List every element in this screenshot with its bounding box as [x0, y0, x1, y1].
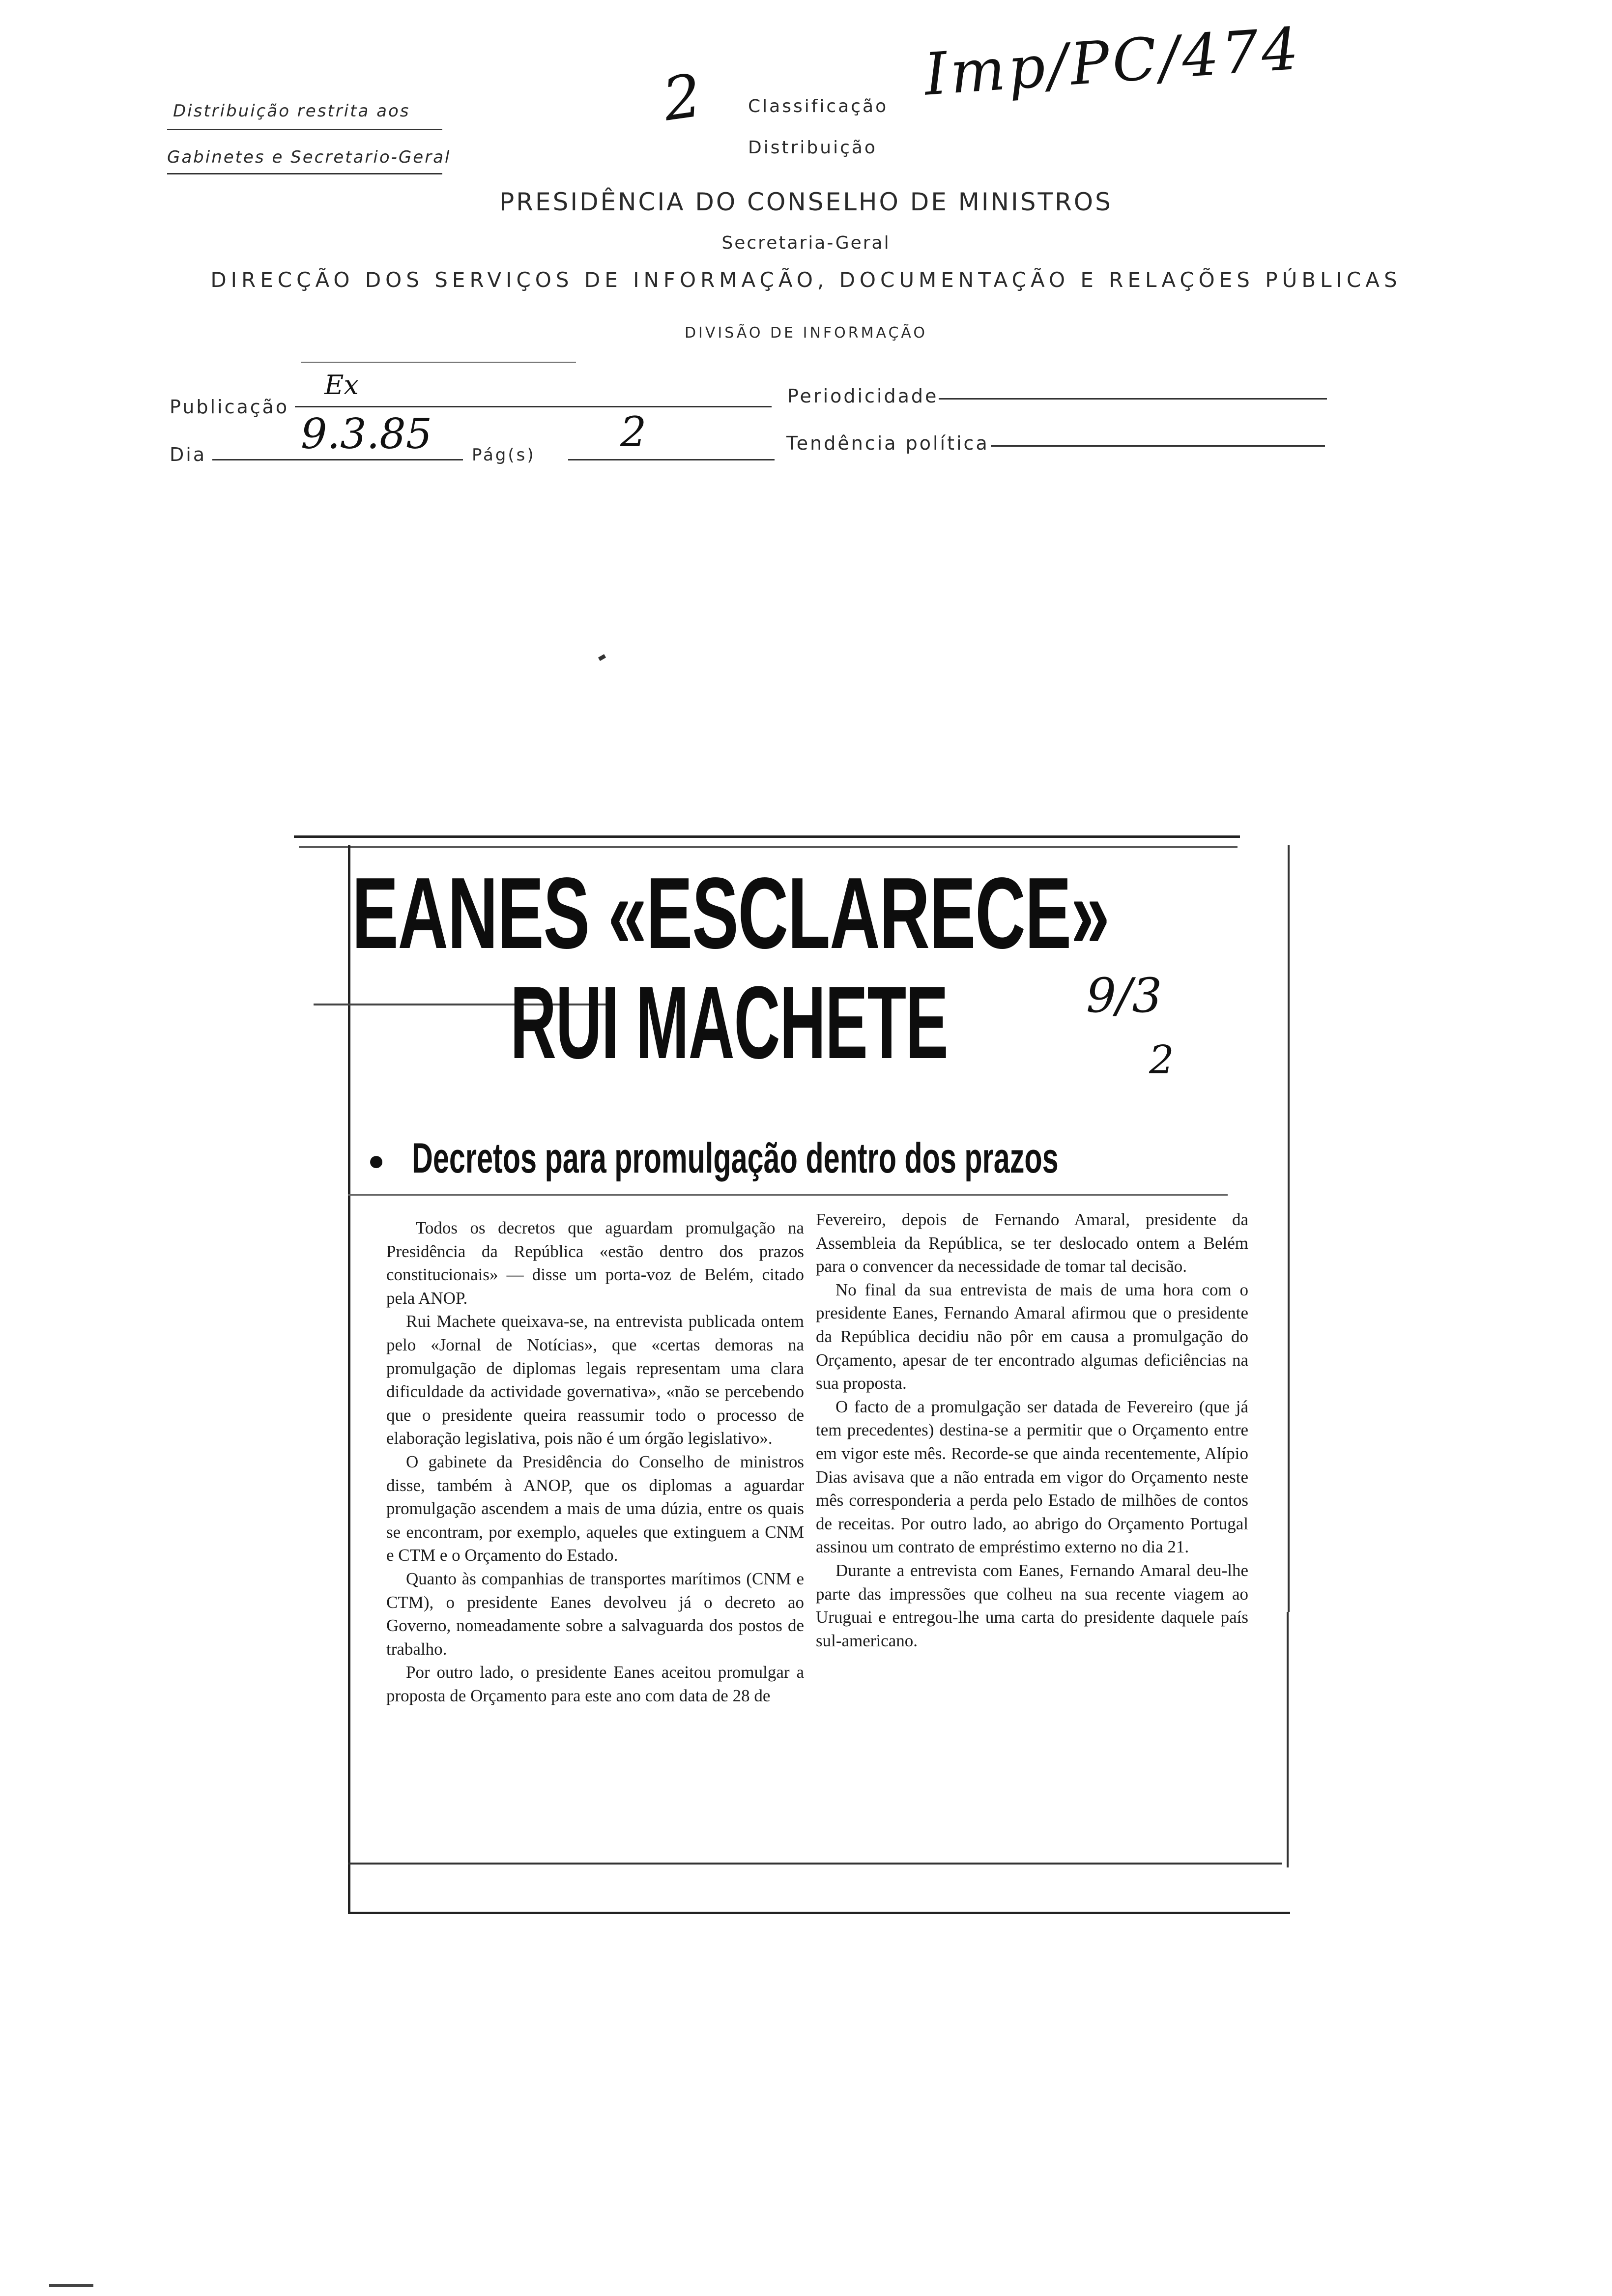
subheadline: Decretos para promulgação dentro dos prazos — [412, 1135, 1059, 1182]
handwritten-reference: Imp/PC/474 — [922, 14, 1304, 109]
clipping-bottom-rule — [348, 1863, 1282, 1865]
org-title: PRESIDÊNCIA DO CONSELHO DE MINISTROS — [499, 188, 1113, 216]
publicacao-label: Publicação — [170, 396, 289, 418]
newspaper-clipping — [294, 806, 1301, 1912]
col1-paragraph-4: Quanto às companhias de transportes marítimos (CNM e CTM), o presidente Eanes devolveu já o decreto ao Governo, nomeadamente sobre a salvaguarda dos postos de trabalho. — [386, 1569, 804, 1659]
tendencia-line — [991, 445, 1325, 447]
col1-paragraph-5: Por outro lado, o presidente Eanes aceitou promulgar a proposta de Orçamento para este ano com data de 28 de — [386, 1663, 804, 1705]
corner-mark — [49, 2284, 93, 2287]
publicacao-top-mark — [301, 362, 576, 363]
pags-label: Pág(s) — [472, 445, 536, 465]
handwritten-number: 2 — [659, 61, 706, 135]
periodicidade-label: Periodicidade — [787, 385, 939, 407]
clipping-handwritten-note-2: 2 — [1149, 1037, 1174, 1083]
dia-label: Dia — [170, 444, 207, 465]
dia-line — [212, 459, 463, 460]
directorate: DIRECÇÃO DOS SERVIÇOS DE INFORMAÇÃO, DOCUMENTAÇÃO E RELAÇÕES PÚBLICAS — [210, 268, 1402, 292]
col1-paragraph-3: O gabinete da Presidência do Conselho de ministros disse, também à ANOP, que os diplomas a aguardar promulgação ascendem a mais de uma dúzia, entre os quais se encontram, por exemplo, aqueles que extinguem a CNM e CTM e o Orçamento do Estado. — [386, 1452, 804, 1565]
distribution-underline-1 — [167, 129, 442, 130]
clipping-right-inner — [1287, 1612, 1289, 1867]
subheadline-rule — [348, 1194, 1228, 1196]
article-column-2 — [816, 1208, 1248, 1652]
clipping-handwritten-note: 9/3 — [1086, 968, 1162, 1023]
division: DIVISÃO DE INFORMAÇÃO — [684, 324, 928, 342]
pags-line — [568, 459, 775, 460]
distribution-line-2: Gabinetes e Secretario-Geral — [167, 147, 451, 167]
dia-value: 9.3.85 — [301, 410, 432, 458]
periodicidade-line — [939, 398, 1327, 400]
distribution-underline-2 — [167, 173, 442, 174]
subheadline-bullet: ● — [368, 1145, 385, 1177]
col1-paragraph-1: Todos os decretos que aguardam promulgação na Presidência da República «estão dentro dos prazos constitucionais» — disse um porta-voz de Belém, citado pela ANOP. — [386, 1218, 804, 1308]
distribution-label: Distribuição — [748, 138, 877, 158]
pags-value: 2 — [620, 408, 647, 456]
stray-mark — [598, 654, 606, 661]
publicacao-line — [295, 406, 772, 407]
article-column-1 — [386, 1216, 804, 1707]
col2-paragraph-3: O facto de a promulgação ser datada de Fevereiro (que já tem precedentes) destina-se a permitir que o Orçamento entre em vigor este mês. Recorde-se que ainda recentemente, Alípio Dias avisava que a não entrada em vigor do Orçamento neste mês corresponderia a perda pelo Estado de milhões de contos de receitas. Por outro lado, ao abrigo do Orçamento Portugal assinou um contrato de empréstimo externo no dia 21. — [816, 1397, 1248, 1557]
clipping-top-rule — [294, 835, 1240, 838]
classification-label: Classificação — [748, 96, 889, 116]
col2-paragraph-4: Durante a entrevista com Eanes, Fernando Amaral deu-lhe parte das impressões que colheu na sua recente viagem ao Uruguai e entregou-lhe uma carta do presidente daquele país sul-americano. — [816, 1560, 1248, 1650]
col1-paragraph-2: Rui Machete queixava-se, na entrevista publicada ontem pelo «Jornal de Notícias», que «certas demoras na promulgação de diplomas legais representam uma clara dificuldade da actividade governativa», «não se percebendo que o presidente queira reassumir todo o processo de elaboração legislativa, pois não é um órgão legislativo». — [386, 1312, 804, 1448]
distribution-line-1: Distribuição restrita aos — [173, 101, 410, 121]
col2-paragraph-1: Fevereiro, depois de Fernando Amaral, presidente da Assembleia da República, se ter deslocado ontem a Belém para o convencer da necessidade de tomar tal decisão. — [816, 1210, 1248, 1276]
org-subtitle: Secretaria-Geral — [721, 233, 891, 253]
col2-paragraph-2: No final da sua entrevista de mais de uma hora com o presidente Eanes, Fernando Amaral afirmou que o presidente da República decidiu não pôr em causa a promulgação do Orçamento, apesar de ter encontrado algumas deficiências na sua proposta. — [816, 1280, 1248, 1393]
publicacao-value: Ex — [324, 370, 359, 401]
headline-line-2: RUI MACHETE — [510, 965, 948, 1080]
headline-line-1: EANES «ESCLARECE» — [352, 857, 1109, 970]
tendencia-label: Tendência política — [786, 432, 989, 454]
